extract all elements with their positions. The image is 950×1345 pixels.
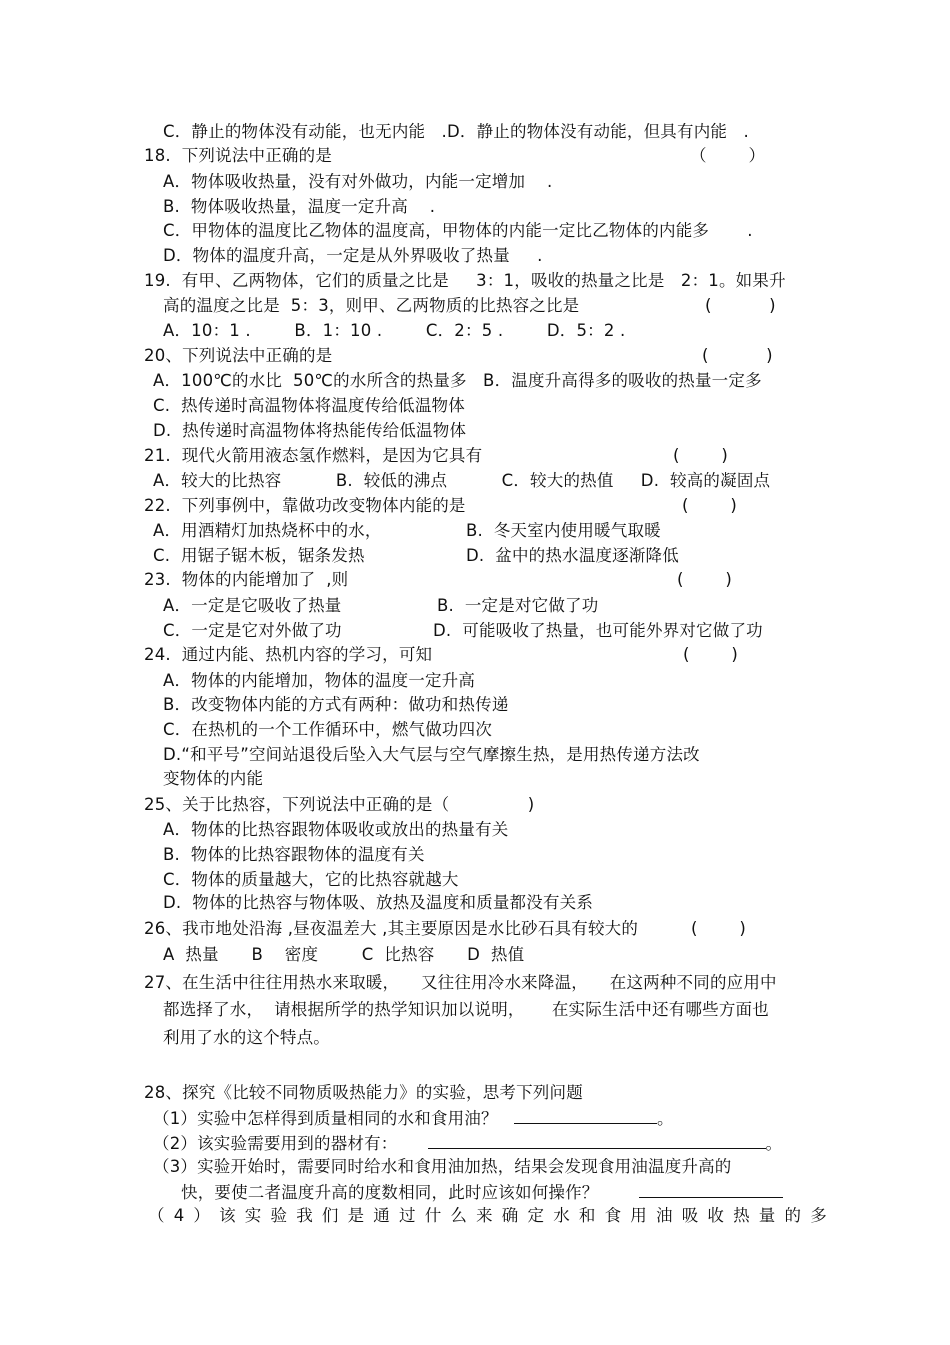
q27-line1: 27、在生活中往往用热水来取暖， 又往往用冷水来降温， 在这两种不同的应用中 — [144, 973, 777, 992]
q28-part2 — [153, 1133, 782, 1154]
q26-stem: 26、我市地处沿海 ,昼夜温差大 ,其主要原因是水比砂石具有较大的 — [144, 919, 639, 938]
q21-stem: 21. 现代火箭用液态氢作燃料，是因为它具有 — [144, 446, 483, 465]
q28-part2-text: （2）该实验需要用到的器材有： — [153, 1134, 398, 1153]
q28-part3-line2 — [181, 1182, 783, 1203]
q22-option-d: D. 盆中的热水温度逐渐降低 — [466, 546, 679, 565]
q19-stem-line2: 高的温度之比是 5：3，则甲、乙两物质的比热容之比是 — [163, 296, 580, 315]
q22-answer-paren: ( ) — [682, 496, 737, 515]
q25-option-a: A．物体的比热容跟物体吸收或放出的热量有关 — [163, 820, 509, 839]
q18-option-b: B. 物体吸收热量，温度一定升高 . — [163, 197, 436, 216]
q24-stem: 24. 通过内能、热机内容的学习，可知 — [144, 645, 433, 664]
q26-answer-paren: ( ) — [691, 919, 746, 938]
q23-option-c: C．一定是它对外做了功 — [163, 621, 342, 640]
q20-answer-paren: ( ) — [702, 346, 773, 365]
q20-option-a-b: A．100℃的水比 50℃的水所含的热量多 B．温度升高得多的吸收的热量一定多 — [153, 371, 762, 390]
q17-option-c-d: C．静止的物体没有动能，也无内能 .D．静止的物体没有动能，但具有内能 . — [163, 122, 749, 141]
q24-option-d-line2: 变物体的内能 — [163, 769, 264, 788]
q28-part1-period: 。 — [657, 1109, 674, 1128]
q28-part3-line1: （3）实验开始时，需要同时给水和食用油加热，结果会发现食用油温度升高的 — [153, 1157, 732, 1176]
q25-stem: 25、关于比热容，下列说法中正确的是（ — [144, 795, 450, 814]
q21-options: A．较大的比热容 B. 较低的沸点 C．较大的热值 D. 较高的凝固点 — [153, 471, 771, 490]
q21-answer-paren: ( ) — [673, 446, 728, 465]
q23-stem: 23. 物体的内能增加了 ,则 — [144, 570, 349, 589]
q28-stem: 28、探究《比较不同物质吸热能力》的实验，思考下列问题 — [144, 1083, 583, 1102]
q22-option-c: C. 用锯子锯木板，锯条发热 — [153, 546, 365, 565]
q24-option-d-line1: D.“和平号”空间站退役后坠入大气层与空气摩擦生热，是用热传递方法改 — [163, 745, 700, 764]
q25-answer-paren: ) — [470, 795, 535, 814]
q25-option-c: C．物体的质量越大，它的比热容就越大 — [163, 870, 459, 889]
q27-line3: 利用了水的这个特点。 — [163, 1028, 330, 1047]
q20-stem: 20、下列说法中正确的是 — [144, 346, 333, 365]
q26-options: A 热量 B 密度 C 比热容 D 热值 — [163, 945, 525, 964]
q20-option-d: D. 热传递时高温物体将热能传给低温物体 — [153, 421, 467, 440]
q20-option-c: C. 热传递时高温物体将温度传给低温物体 — [153, 396, 465, 415]
q19-stem-line1: 19. 有甲、乙两物体，它们的质量之比是 3：1，吸收的热量之比是 2：1。如果升 — [144, 271, 786, 290]
q25-option-b: B. 物体的比热容跟物体的温度有关 — [163, 845, 425, 864]
q28-part2-answer-blank[interactable] — [428, 1133, 766, 1149]
q18-answer-paren: （ ） — [690, 146, 765, 165]
q18-option-a: A．物体吸收热量，没有对外做功，内能一定增加 . — [163, 172, 553, 191]
q24-answer-paren: ( ) — [683, 645, 738, 664]
q28-part1-text: （1）实验中怎样得到质量相同的水和食用油？ — [153, 1109, 498, 1128]
q23-option-d: D. 可能吸收了热量，也可能外界对它做了功 — [433, 621, 763, 640]
q24-option-a: A．物体的内能增加，物体的温度一定升高 — [163, 671, 476, 690]
q23-option-a: A．一定是它吸收了热量 — [163, 596, 342, 615]
q22-option-b: B. 冬天室内使用暖气取暖 — [466, 521, 661, 540]
q18-stem: 18. 下列说法中正确的是 — [144, 146, 333, 165]
q18-option-d: D．物体的温度升高，一定是从外界吸收了热量 . — [163, 246, 543, 265]
q27-line2: 都选择了水， 请根据所学的热学知识加以说明， 在实际生活中还有哪些方面也 — [163, 1000, 769, 1019]
q23-option-b: B. 一定是对它做了功 — [437, 596, 599, 615]
q28-part3-answer-blank[interactable] — [639, 1182, 783, 1198]
q25-option-d: D. 物体的比热容与物体吸、放热及温度和质量都没有关系 — [163, 893, 594, 912]
q24-option-c: C．在热机的一个工作循环中，燃气做功四次 — [163, 720, 493, 739]
q23-answer-paren: ( ) — [677, 570, 732, 589]
q24-option-b: B．改变物体内能的方式有两种：做功和热传递 — [163, 695, 509, 714]
q28-part3-text: 快，要使二者温度升高的度数相同，此时应该如何操作？ — [181, 1183, 599, 1202]
q19-answer-paren: ( ) — [705, 296, 776, 315]
q28-part4-line1: （4）该实验我们是通过什么来确定水和食用油吸收热量的多 — [148, 1206, 836, 1225]
q22-stem: 22. 下列事例中，靠做功改变物体内能的是 — [144, 496, 466, 515]
q28-part1 — [153, 1108, 674, 1129]
q28-part1-answer-blank[interactable] — [514, 1108, 657, 1124]
q18-option-c: C．甲物体的温度比乙物体的温度高，甲物体的内能一定比乙物体的内能多 . — [163, 221, 753, 240]
q19-options: A．10：1 . B．1：10 . C．2：5 . D．5：2 . — [163, 321, 626, 340]
q22-option-a: A．用酒精灯加热烧杯中的水， — [153, 521, 382, 540]
q28-part2-period: 。 — [765, 1134, 783, 1153]
